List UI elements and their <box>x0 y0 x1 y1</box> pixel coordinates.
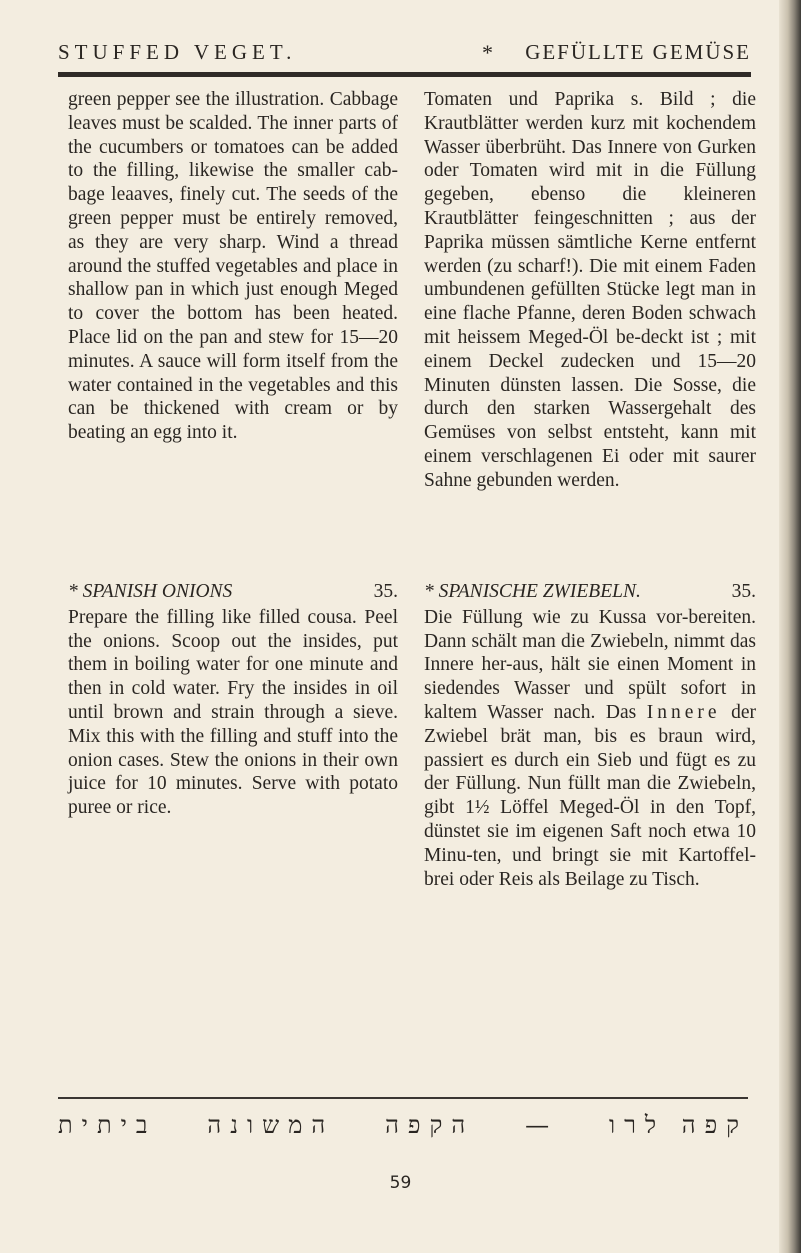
recipe-heading <box>68 580 398 604</box>
footer-rule <box>58 1097 748 1099</box>
german-recipe-spanische-zwiebeln <box>424 580 756 891</box>
english-text: Prepare the filling like filled cousa. Peel the onions. Scoop out the insides, put them in boiling water for one minute and then in cold water. Fry the insides in oil until brown and strain through a sieve. Mix this with the filling and stuff into the onion cases. Stew the onions in their own juice for 10 minutes. Serve with potato puree or rice. <box>68 606 398 819</box>
recipe-number: 35. <box>731 581 756 602</box>
english-recipe-spanish-onions <box>68 580 398 820</box>
page-edge-shadow <box>779 0 801 1253</box>
header-english-title: STUFFED VEGET. <box>58 40 297 64</box>
german-paragraph-gefuellte-gemuese <box>424 88 756 493</box>
hebrew-word: הקפה <box>385 1111 475 1139</box>
header-rule <box>58 72 751 77</box>
recipe-number: 35. <box>373 581 398 602</box>
hebrew-word: קפה לרו <box>608 1111 748 1139</box>
page-number: 59 <box>389 1173 412 1193</box>
hebrew-word: ביתית <box>58 1111 157 1139</box>
german-spaced-word: Innere <box>646 701 721 723</box>
german-text: Tomaten und Paprika s. Bild ; die Krautblätter werden kurz mit kochendem Wasser überbrüht. Das Innere von Gurken oder Tomaten wird mit in die Füllung gegeben, ebenso die kleineren Krautblätter feingeschnitten ; aus der Paprika müssen sämtliche Kerne entfernt werden (zu scharf!). Die mit einem Faden umbundenen gefüllten Stücke legt man in eine flache Pfanne, deren Boden schwach mit heissem Meged-Öl be-deckt ist ; mit einem Deckel zudecken und 15—20 Minuten dünsten lassen. Die Sosse, die durch den starken Wassergehalt des Gemüses von selbst entsteht, kann mit einem verschlagenen Ei oder mit saurer Sahne gebunden werden. <box>424 89 756 491</box>
hebrew-dash: — <box>525 1111 559 1139</box>
english-paragraph-stuffed-vegetables <box>68 88 398 445</box>
header-german-title: GEFÜLLTE GEMÜSE <box>525 40 751 64</box>
german-text <box>424 606 756 892</box>
running-header <box>58 36 751 66</box>
german-text-part-a: Die Füllung wie zu Kussa vor-bereiten. Dann schält man die Zwiebeln, nimmt das Innere her-aus, hält sie einen Moment in siedendes Wasser und spült sofort in kaltem Wasser nach. Das <box>424 606 756 723</box>
recipe-title: * SPANISH ONIONS <box>68 581 233 602</box>
hebrew-footer <box>58 1111 748 1139</box>
recipe-heading <box>424 580 756 604</box>
hebrew-word: המשונה <box>207 1111 335 1139</box>
recipe-title: * SPANISCHE ZWIEBELN. <box>424 581 641 602</box>
english-text: green pepper see the illustration. Cabbage leaves must be scalded. The inner parts of the cucumbers or tomatoes can be added to the filling, likewise the smaller cab-bage leaaves, finely cut. The seeds of the green pepper must be entirely removed, as they are very sharp. Wind a thread around the stuffed vegetables and place in shallow pan in which just enough Meged to cover the bottom has been heated. Place lid on the pan and stew for 15—20 minutes. A sauce will form itself from the water contained in the vegetables and this can be thickened with cream or by beating an egg into it. <box>68 89 398 444</box>
german-text-part-b: der Zwiebel brät man, bis es braun wird, passiert es durch ein Sieb und fügt es zu der Füllung. Nun füllt man die Zwiebeln, gibt 1½ Löffel Meged-Öl in den Topf, dünstet sie im eigenen Saft noch etwa 10 Minu-ten, und bringt sie mit Kartoffel-brei oder Reis als Beilage zu Tisch. <box>424 701 756 890</box>
header-separator: * <box>482 40 494 65</box>
